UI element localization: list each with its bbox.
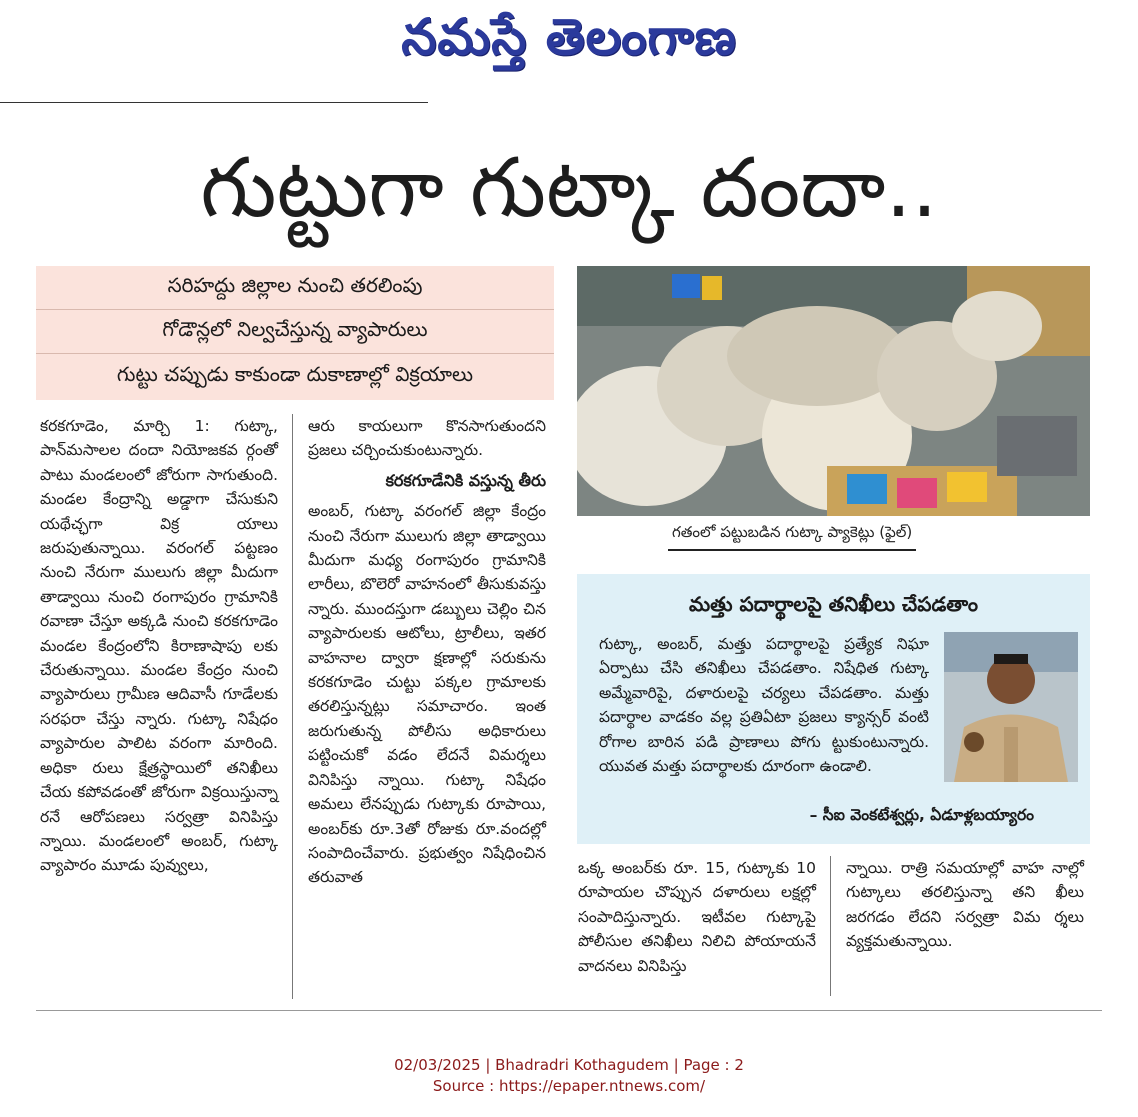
quote-text: గుట్కా, అంబర్, మత్తు పదార్థాలపై ప్రత్యేక నిఘా ఏర్పాటు చేసి తనిఖీలు చేపడతాం. నిషేధిత గుట్కా అమ్మేవారిపై, దళారులపై చర్యలు చేపడతాం. మత్తు పదార్థాల వాడకం వల్ల ప్రతిఏటా ప్రజలు క్యాన్సర్ వంటి రోగాల బారిన పడి ప్రాణాలు పోగు ట్టుకుంటున్నారు. యువత మత్తు పదార్థాలకు దూరంగా ఉండాలి.: [599, 635, 929, 776]
footer-source-line[interactable]: Source : https://epaper.ntnews.com/: [432, 1077, 706, 1095]
quote-signature: – సీఐ వెంకటేశ్వర్లు, ఏడూళ్లబయ్యారం: [809, 806, 1034, 824]
deck-line: సరిహద్దు జిల్లాల నుంచి తరలింపు: [36, 266, 554, 310]
article-column-2: [308, 414, 546, 994]
article-column-3: [578, 856, 816, 996]
column-divider: [292, 414, 293, 999]
deck-line: గోడౌన్లలో నిల్వచేస్తున్న వ్యాపారులు: [36, 310, 554, 354]
article-subhead: కరకగూడేనికి వస్తున్న తీరు: [385, 470, 546, 490]
bottom-divider: [36, 1010, 1102, 1011]
article-paragraph: ఆరు కాయలుగా కొనసాగుతుందని ప్రజలు చర్చించుకుంటున్నారు.: [308, 417, 546, 460]
photo-illustration: [577, 266, 1090, 516]
officer-quote-box: [577, 574, 1090, 844]
article-column-4: [846, 856, 1084, 996]
article-column-1: [40, 414, 278, 994]
gutka-packets-photo: [577, 266, 1090, 516]
article-paragraph: కరకగూడెం, మార్చి 1: గుట్కా, పాన్‌మసాలల దందా నియోజకవ ర్గంతో పాటు మండలంలో జోరుగా సాగుతుంది. మండల కేంద్రాన్ని అడ్డాగా చేసుకుని యథేచ్ఛగా విక్ర యాలు జరుపుతున్నాయి. వరంగల్ పట్టణం నుంచి నేరుగా ములుగు జిల్లా మీదుగా తాడ్వాయి నుంచి రంగాపురం గ్రామానికి రవాణా చేస్తూ అక్కడి నుంచి కరకగూడెం మండల కేంద్రంలోని కిరాణాషాపు లకు చేరుతున్నాయి. మండల కేంద్రం నుంచి వ్యాపారులు గ్రామీణ ఆదివాసీ గూడేలకు సరఫరా చేస్తు న్నారు. గుట్కా నిషేధం వ్యాపారుల పాలిట వరంగా మారింది. అధికా రులు క్షేత్రస్థాయిలో తనిఖీలు చేయ కపోవడంతో జోరుగా విక్రయిస్తున్నా రనే ఆరోపణలు సర్వత్రా వినిపిస్తు న్నాయి. మండలంలో అంబర్, గుట్కా వ్యాపారం మూడు పువ్వులు,: [40, 417, 278, 875]
deck-line: గుట్టు చప్పుడు కాకుండా దుకాణాల్లో విక్రయాలు: [116, 361, 474, 386]
headline: గుట్టుగా గుట్కా దందా..: [200, 141, 938, 236]
footer: [0, 1055, 1138, 1097]
quote-box-body: [599, 632, 1079, 778]
article-paragraph: ఒక్క అంబర్‌కు రూ. 15, గుట్కాకు 10 రూపాయల చొప్పున దళారులు లక్షల్లో సంపాదిస్తున్నారు. ఇటీవల గుట్కాపై పోలీసుల తనిఖీలు నిలిచి పోయాయనే వాదనలు వినిపిస్తు: [578, 859, 816, 975]
photo-caption: గతంలో పట్టుబడిన గుట్కా ప్యాకెట్లు (ఫైల్): [668, 523, 916, 551]
article-paragraph: న్నాయి. రాత్రి సమయాల్లో వాహ నాల్లో గుట్కాలు తరలిస్తున్నా తని ఖీలు జరగడం లేదని సర్వత్రా విమ ర్శలు వ్యక్తమతున్నాయి.: [846, 859, 1084, 951]
masthead: [0, 0, 1138, 80]
quote-box-title: మత్తు పదార్థాలపై తనిఖీలు చేపడతాం: [688, 592, 979, 616]
masthead-divider: [0, 102, 428, 103]
deck-box: [36, 266, 554, 400]
footer-date-line: 02/03/2025 | Bhadradri Kothagudem | Page : 2: [394, 1056, 744, 1074]
article-paragraph: అంబర్, గుట్కా వరంగల్ జిల్లా కేంద్రం నుంచి నేరుగా ములుగు జిల్లా తాడ్వాయి మీదుగా మధ్య రంగాపురం గ్రామానికి లారీలు, బొలెరో వాహనంలో తీసుకువస్తు న్నారు. ముందస్తుగా డబ్బులు చెల్లిం చిన వ్యాపారులకు ఆటోలు, ట్రాలీలు, ఇతర వాహనాల ద్వారా క్షణాల్లో సరుకును కరకగూడెం చుట్టు పక్కల గ్రామాలకు తరలిస్తున్నట్లు సమాచారం. ఇంత జరుగుతున్న పోలీసు అధికారులు పట్టించుకో వడం లేదనే విమర్శలు వినిపిస్తు న్నాయి. గుట్కా నిషేధం అమలు లేనప్పుడు గుట్కాకు రూపాయి, అంబర్‌కు రూ.3తో రోజుకు రూ.వందల్లో సంపాదించేవారు. ప్రభుత్వం నిషేధించిన తరువాత: [308, 502, 546, 887]
newspaper-logo: నమస్తే తెలంగాణ: [401, 8, 737, 66]
column-divider: [830, 856, 831, 996]
